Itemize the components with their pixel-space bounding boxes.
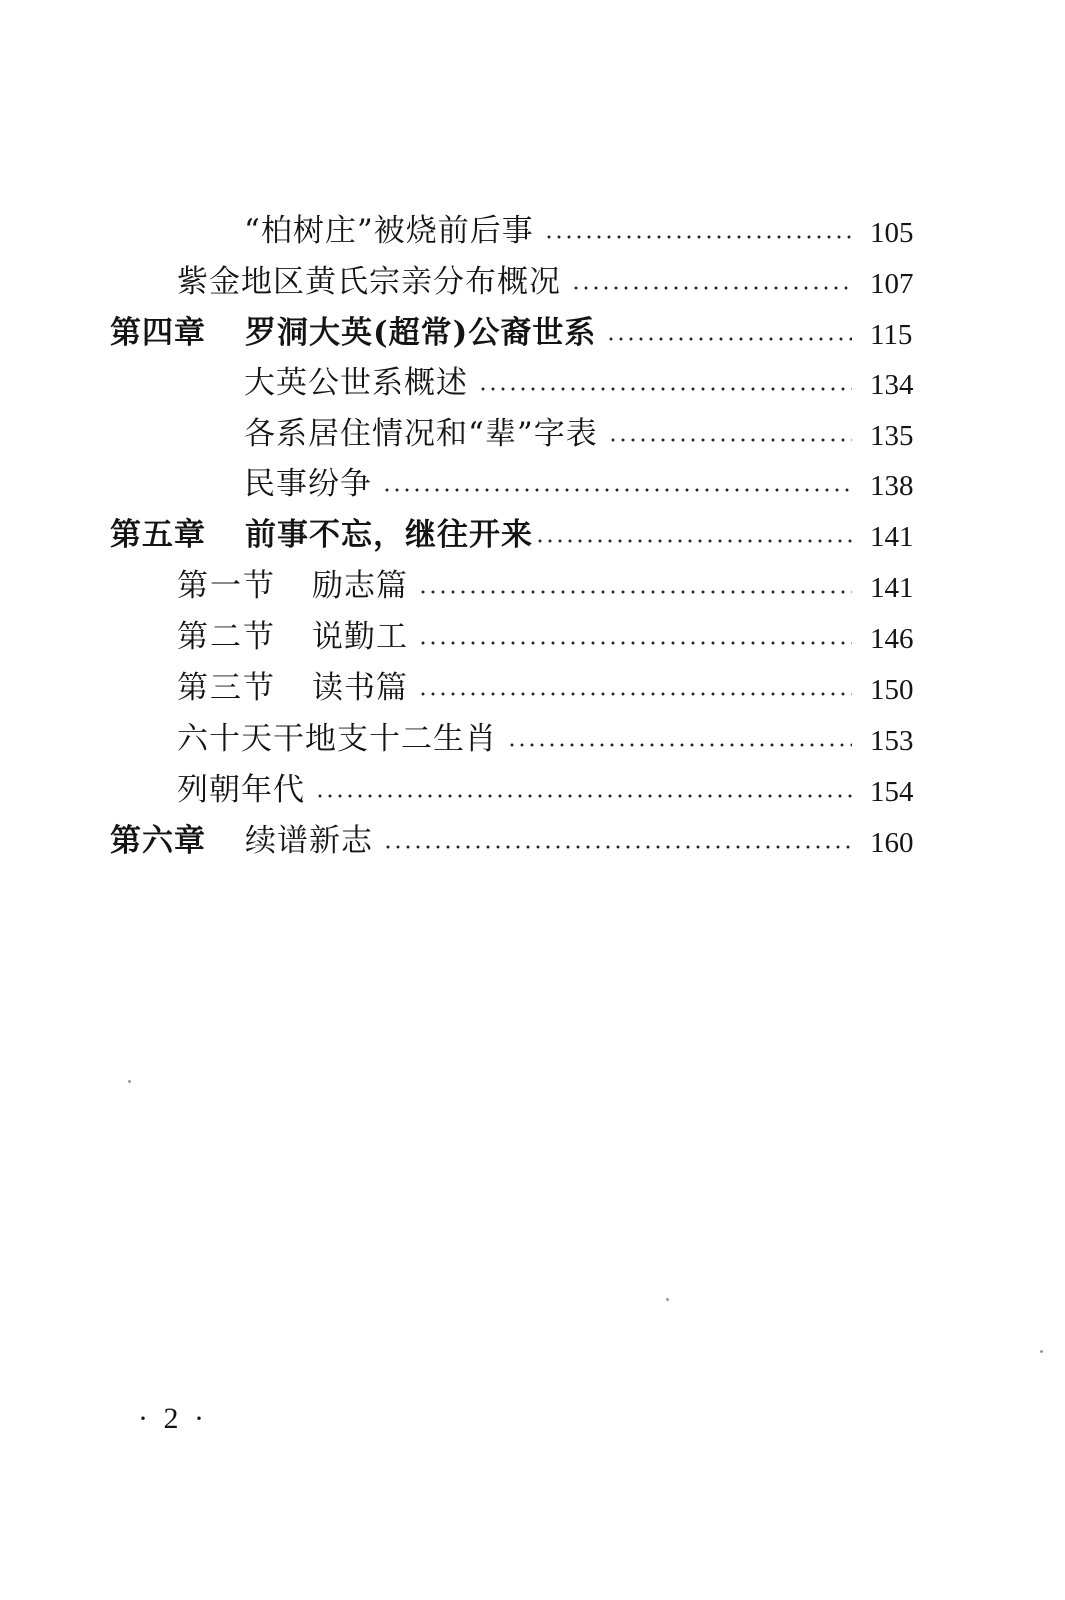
toc-page-number: 105 — [870, 217, 914, 249]
toc-entry-title: 续谱新志 — [245, 823, 373, 859]
toc-entry-title: 列朝年代 — [177, 772, 305, 808]
dot-leader — [382, 488, 852, 492]
toc-page-number: 153 — [870, 725, 914, 757]
dot-leader — [608, 438, 852, 442]
toc-entry-label — [244, 357, 468, 402]
dot-leader — [418, 692, 852, 696]
toc-entry-title: 说勤工 — [312, 619, 408, 655]
toc-entry-label — [177, 764, 305, 809]
toc-section-entry[interactable] — [0, 657, 1065, 707]
toc-entry[interactable] — [0, 200, 1065, 250]
section-number: 第二节 — [177, 619, 276, 655]
toc-page-number: 160 — [870, 827, 914, 859]
dot-leader — [535, 539, 852, 543]
toc-entry-title: 罗洞大英(超常)公裔世系 — [245, 315, 597, 351]
toc-chapter-entry[interactable] — [0, 810, 1065, 860]
toc-chapter-entry[interactable] — [0, 302, 1065, 352]
toc-entry-label — [177, 256, 561, 301]
toc-page-number: 138 — [870, 470, 914, 502]
scan-speck — [666, 1298, 669, 1301]
toc-entry-title: 读书篇 — [312, 670, 408, 706]
toc-entry-label — [244, 205, 534, 250]
toc-entry-title: 各系居住情况和“辈”字表 — [244, 416, 598, 452]
toc-entry-title: 六十天干地支十二生肖 — [177, 721, 497, 757]
toc-page-number: 154 — [870, 776, 914, 808]
section-number: 第一节 — [177, 568, 276, 604]
chapter-number: 第五章 — [110, 517, 206, 553]
toc-entry-label — [110, 307, 596, 352]
toc-entry-label — [244, 408, 598, 453]
chapter-number: 第六章 — [110, 823, 206, 859]
dot-leader — [418, 590, 852, 594]
toc-entry-label — [244, 458, 372, 503]
toc-section-entry[interactable] — [0, 606, 1065, 656]
toc-entry-label — [177, 611, 408, 656]
toc-entry-title: “柏树庄”被烧前后事 — [244, 213, 534, 249]
toc-entry[interactable] — [0, 759, 1065, 809]
toc-page-number: 150 — [870, 674, 914, 706]
toc-entry-label — [110, 815, 373, 860]
chapter-number: 第四章 — [110, 315, 206, 351]
dot-leader — [606, 337, 852, 341]
scan-speck — [1040, 1350, 1043, 1353]
toc-section-entry[interactable] — [0, 555, 1065, 605]
toc-chapter-entry[interactable] — [0, 504, 1065, 554]
toc-entry[interactable] — [0, 403, 1065, 453]
toc-entry-label — [177, 713, 497, 758]
toc-entry-title: 紫金地区黄氏宗亲分布概况 — [177, 264, 561, 300]
dot-leader — [544, 235, 852, 239]
toc-entry-title: 民事纷争 — [244, 466, 372, 502]
dot-leader — [507, 743, 852, 747]
dot-leader — [571, 286, 852, 290]
toc-entry-label — [110, 509, 533, 554]
toc-page-number: 141 — [870, 572, 914, 604]
toc-page-number: 115 — [870, 319, 913, 351]
toc-entry-title: 前事不忘，继往开来 — [245, 517, 533, 553]
toc-entry[interactable] — [0, 251, 1065, 301]
toc-entry-title: 大英公世系概述 — [244, 365, 468, 401]
toc-entry[interactable] — [0, 352, 1065, 402]
toc-entry-label — [177, 662, 408, 707]
page-number-footer: · 2 · — [138, 1402, 208, 1435]
dot-leader — [418, 641, 852, 645]
section-number: 第三节 — [177, 670, 276, 706]
toc-page-number: 146 — [870, 623, 914, 655]
dot-leader — [478, 387, 852, 391]
toc-entry[interactable] — [0, 453, 1065, 503]
dot-leader — [315, 794, 852, 798]
toc-entry-label — [177, 560, 408, 605]
dot-leader — [383, 845, 852, 849]
toc-page-number: 141 — [870, 521, 914, 553]
scan-speck — [128, 1080, 131, 1083]
toc-entry[interactable] — [0, 708, 1065, 758]
toc-page-number: 134 — [870, 369, 914, 401]
toc-entry-title: 励志篇 — [312, 568, 408, 604]
toc-page-number: 107 — [870, 268, 914, 300]
toc-page-number: 135 — [870, 420, 914, 452]
